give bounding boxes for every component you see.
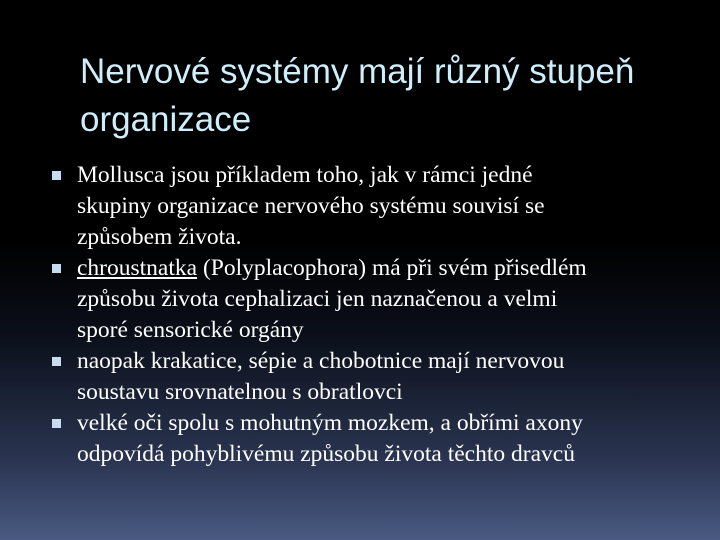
bullet-line: sporé sensorické orgány (77, 317, 304, 343)
bullet-line: Mollusca jsou příkladem toho, jak v rámci jedné (77, 162, 533, 188)
bullet-item (44, 346, 704, 408)
square-bullet-icon (52, 171, 61, 180)
bullet-item (44, 160, 704, 253)
bullet-line: odpovídá pohyblivému způsobu života těchto dravců (77, 441, 575, 467)
bullet-line: způsobem života. (77, 224, 242, 250)
square-bullet-icon (52, 264, 61, 273)
bullet-line: velké oči spolu s mohutným mozkem, a obřími axony (77, 410, 583, 436)
slide-title (80, 48, 700, 144)
title-line: organizace (80, 100, 252, 139)
square-bullet-icon (52, 419, 61, 428)
square-bullet-icon (52, 357, 61, 366)
bullet-text: (Polyplacophora) má při svém přisedlém (197, 255, 587, 281)
title-line: Nervové systémy mají různý stupeň (80, 52, 635, 91)
bullet-line: naopak krakatice, sépie a chobotnice mají nervovou (77, 348, 565, 374)
bullet-item (44, 253, 704, 346)
bullet-item (44, 408, 704, 470)
bullet-line: soustavu srovnatelnou s obratlovci (77, 379, 403, 405)
bullet-line: skupiny organizace nervového systému souvisí se (77, 193, 545, 219)
bullet-line (77, 253, 704, 284)
bullet-list (44, 160, 704, 470)
chroustnatka-link[interactable]: chroustnatka (77, 255, 198, 281)
bullet-line: způsobu života cephalizaci jen naznačenou a velmi (77, 286, 558, 312)
